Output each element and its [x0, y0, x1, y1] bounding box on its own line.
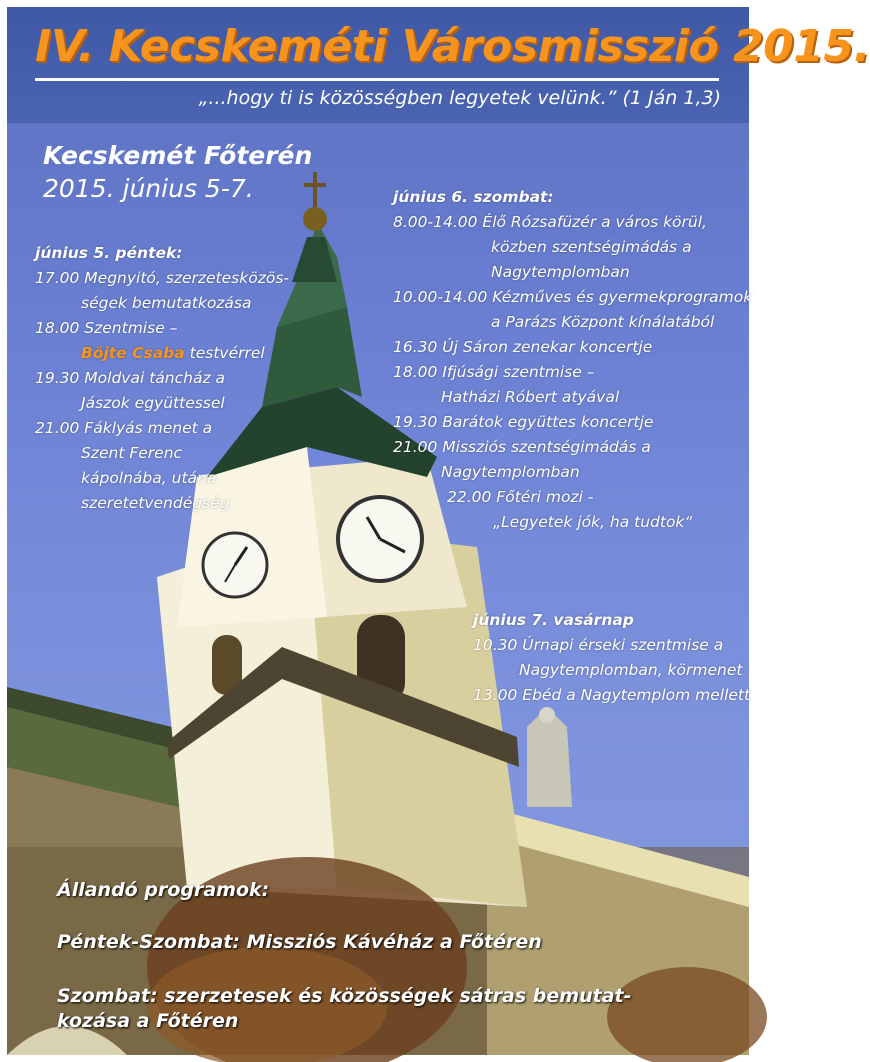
poster-title: IV. Kecskeméti Városmisszió 2015. — [35, 21, 870, 72]
highlighted-name: Böjte Csaba — [81, 344, 185, 362]
friday-line: szeretetvendégség — [81, 494, 230, 512]
event-place: Kecskemét Főterén — [43, 141, 313, 170]
sunday-heading: június 7. vasárnap — [473, 611, 634, 629]
saturday-line: 16.30 Új Sáron zenekar koncertje — [393, 338, 653, 356]
sunday-line: 10.30 Úrnapi érseki szentmise a — [473, 636, 724, 654]
saturday-line: 19.30 Barátok együttes koncertje — [393, 413, 654, 431]
saturday-line: közben szentségimádás a — [491, 238, 692, 256]
permanent-line: Péntek-Szombat: Missziós Kávéház a Főtéren — [57, 931, 542, 953]
friday-line: Szent Ferenc — [81, 444, 183, 462]
permanent-heading: Állandó programok: — [57, 879, 270, 901]
friday-line: ségek bemutatkozása — [81, 294, 252, 312]
header-band — [7, 7, 870, 123]
permanent-line: kozása a Főtéren — [57, 1010, 239, 1032]
saturday-line: 22.00 Főtéri mozi - — [447, 488, 594, 506]
friday-line: Jászok együttessel — [81, 394, 225, 412]
saturday-line: Nagytemplomban — [491, 263, 630, 281]
friday-line: 21.00 Fáklyás menet a — [35, 419, 213, 437]
saturday-line: 21.00 Missziós szentségimádás a — [393, 438, 651, 456]
sunday-line: 13.00 Ebéd a Nagytemplom mellett — [473, 686, 751, 704]
saturday-line: Hatházi Róbert atyával — [441, 388, 620, 406]
permanent-line: Szombat: szerzetesek és közösségek sátras bemutat- — [57, 985, 632, 1007]
saturday-line: Nagytemplomban — [441, 463, 580, 481]
event-dates: 2015. június 5-7. — [43, 174, 254, 203]
saturday-heading: június 6. szombat: — [393, 188, 554, 206]
bible-quote: „...hogy ti is közösségben legyetek velünk.” (1 Ján 1,3) — [198, 87, 721, 109]
saturday-line: 10.00-14.00 Kézműves és gyermekprogramok — [393, 288, 753, 306]
saturday-line: 8.00-14.00 Élő Rózsafüzér a város körül, — [393, 213, 707, 231]
friday-line: kápolnába, utána — [81, 469, 217, 487]
saturday-line: a Parázs Központ kínálatából — [491, 313, 715, 331]
friday-line-rest: testvérrel — [184, 344, 265, 362]
friday-heading: június 5. péntek: — [35, 244, 183, 262]
saturday-line: 18.00 Ifjúsági szentmise – — [393, 363, 595, 381]
sunday-line: Nagytemplomban, körmenet — [519, 661, 743, 679]
title-divider — [35, 78, 719, 81]
friday-line: 17.00 Megnyitó, szerzetesközös- — [35, 269, 289, 287]
poster — [7, 7, 870, 1055]
friday-line: 18.00 Szentmise – — [35, 319, 178, 337]
saturday-line: „Legyetek jók, ha tudtok“ — [493, 513, 693, 531]
friday-line: 19.30 Moldvai táncház a — [35, 369, 226, 387]
friday-line — [81, 341, 265, 366]
